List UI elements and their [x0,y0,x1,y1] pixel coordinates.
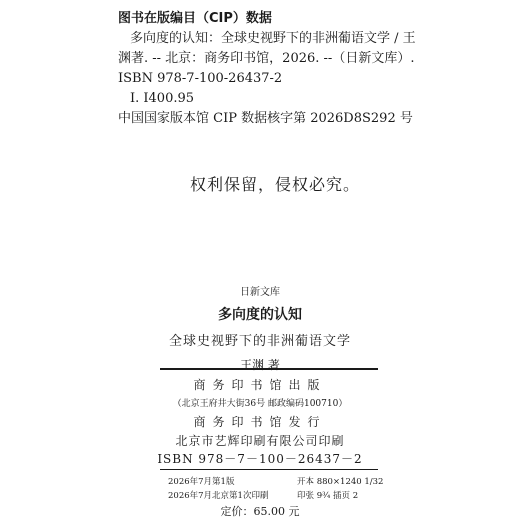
isbn-line: ISBN 978－7－100－26437－2 [157,452,363,466]
cip-isbn-line: ISBN 978-7-100-26437-2 [118,71,283,86]
divider-top [160,368,378,370]
printer-line: 北京市艺辉印刷有限公司印刷 [175,434,345,448]
cip-classification-line: I. I400.95 [130,91,195,106]
cip-block [118,9,510,129]
sheets-info: 印张 9¾ 插页 2 [297,491,359,501]
cip-number-line: 中国国家版本馆 CIP 数据核字第 2026D8S292 号 [118,111,413,126]
distributor-line: 商务印书馆发行 [193,415,327,429]
cip-title-line: 多向度的认知：全球史视野下的非洲葡语文学 / 王 [130,31,416,46]
edition-info: 2026年7月第1版 [168,477,235,487]
series-name: 日新文库 [240,287,280,298]
cip-author-line: 渊著. -- 北京：商务印书馆，2026. --（日新文库）. [118,51,415,66]
book-subtitle: 全球史视野下的非洲葡语文学 [168,334,351,349]
format-info: 开本 880×1240 1/32 [297,477,384,487]
cip-heading: 图书在版编目（CIP）数据 [118,11,272,26]
book-title: 多向度的认知 [218,307,302,323]
colophon-header [0,286,520,373]
rights-notice: 权利保留，侵权必究。 [190,175,361,194]
publisher-line: 商务印书馆出版 [193,378,327,392]
printing-info: 2026年7月北京第1次印刷 [168,491,269,501]
price-line: 定价：65.00 元 [220,505,300,518]
author-line: 王渊 著 [240,358,280,372]
publisher-address: （北京王府井大街36号 邮政编码100710） [172,399,348,409]
divider-bottom [160,469,378,470]
